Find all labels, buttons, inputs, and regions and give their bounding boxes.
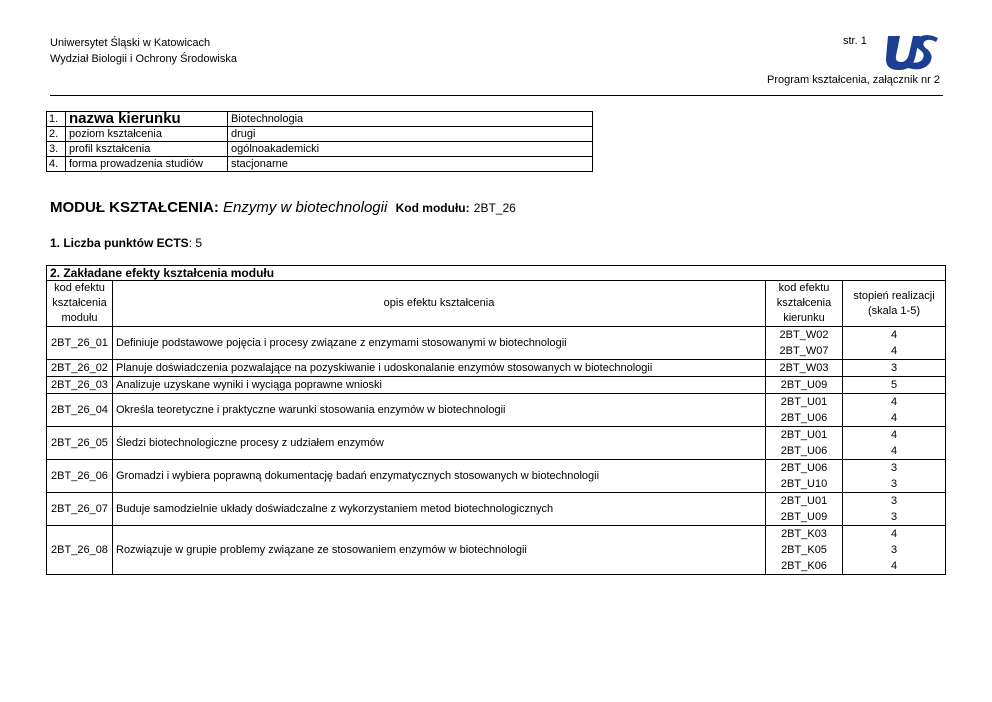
table-row — [47, 460, 946, 493]
info-key: nazwa kierunku — [66, 112, 228, 127]
table-row — [47, 493, 946, 526]
info-no: 1. — [47, 112, 66, 127]
outcome-desc: Gromadzi i wybiera poprawną dokumentację badań enzymatycznych stosowanych w biotechnologii — [113, 460, 766, 493]
field-codes: 2BT_U01 2BT_U06 — [766, 427, 843, 460]
outcome-desc: Śledzi biotechnologiczne procesy z udziałem enzymów — [113, 427, 766, 460]
info-no: 4. — [47, 157, 66, 172]
outcome-code: 2BT_26_06 — [47, 460, 113, 493]
info-row — [47, 127, 593, 142]
info-no: 3. — [47, 142, 66, 157]
module-label: MODUŁ KSZTAŁCENIA: — [50, 199, 219, 216]
university-name: Uniwersytet Śląski w Katowicach — [50, 37, 211, 49]
info-key: profil kształcenia — [66, 142, 228, 157]
outcome-code: 2BT_26_04 — [47, 394, 113, 427]
table-row — [47, 327, 946, 360]
levels: 3 3 — [843, 493, 946, 526]
info-value: drugi — [228, 127, 593, 142]
header-desc: opis efektu kształcenia — [113, 281, 766, 327]
header-code: kod efektu kształcenia modułu — [47, 281, 113, 327]
info-row — [47, 142, 593, 157]
field-codes: 2BT_U01 2BT_U06 — [766, 394, 843, 427]
outcome-desc: Określa teoretyczne i praktyczne warunki stosowania enzymów w biotechnologii — [113, 394, 766, 427]
ects-label: 1. Liczba punktów ECTS — [50, 236, 189, 250]
table-row — [47, 427, 946, 460]
table-row — [47, 394, 946, 427]
levels: 5 — [843, 377, 946, 394]
faculty-name: Wydział Biologii i Ochrony Środowiska — [50, 53, 237, 65]
table-row — [47, 377, 946, 394]
info-value: Biotechnologia — [228, 112, 593, 127]
module-code: 2BT_26 — [473, 201, 516, 215]
levels: 3 — [843, 360, 946, 377]
table-row — [47, 526, 946, 575]
program-info-table — [46, 111, 593, 172]
field-codes: 2BT_W02 2BT_W07 — [766, 327, 843, 360]
info-value: ogólnoakademicki — [228, 142, 593, 157]
outcome-desc: Rozwiązuje w grupie problemy związane ze stosowaniem enzymów w biotechnologii — [113, 526, 766, 575]
levels: 4 4 — [843, 394, 946, 427]
field-codes: 2BT_K03 2BT_K05 2BT_K06 — [766, 526, 843, 575]
page-number: str. 1 — [843, 35, 867, 47]
info-key: poziom kształcenia — [66, 127, 228, 142]
field-codes: 2BT_U09 — [766, 377, 843, 394]
table-header-row — [47, 281, 946, 327]
outcome-desc: Buduje samodzielnie układy doświadczalne z wykorzystaniem metod biotechnologicznych — [113, 493, 766, 526]
info-key: forma prowadzenia studiów — [66, 157, 228, 172]
outcome-desc: Definiuje podstawowe pojęcia i procesy związane z enzymami stosowanymi w biotechnologii — [113, 327, 766, 360]
info-value: stacjonarne — [228, 157, 593, 172]
levels: 4 4 — [843, 427, 946, 460]
us-logo-icon — [882, 30, 940, 72]
module-name: Enzymy w biotechnologii — [223, 199, 388, 216]
field-codes: 2BT_W03 — [766, 360, 843, 377]
learning-outcomes-table — [46, 265, 946, 575]
outcome-code: 2BT_26_01 — [47, 327, 113, 360]
levels: 3 3 — [843, 460, 946, 493]
header-divider — [50, 95, 943, 96]
table-row — [47, 360, 946, 377]
outcome-code: 2BT_26_05 — [47, 427, 113, 460]
outcome-desc: Planuje doświadczenia pozwalające na pozyskiwanie i udoskonalanie enzymów stosowanych w biotechnologii — [113, 360, 766, 377]
ects-value: : 5 — [188, 236, 203, 250]
header-field-code: kod efektu kształcenia kierunku — [766, 281, 843, 327]
header-level: stopień realizacji (skala 1-5) — [843, 281, 946, 327]
module-title — [50, 199, 516, 216]
section-title: 2. Zakładane efekty kształcenia modułu — [47, 266, 946, 281]
module-code-label: Kod modułu: — [395, 201, 470, 215]
outcome-code: 2BT_26_02 — [47, 360, 113, 377]
header-institution — [50, 35, 237, 67]
field-codes: 2BT_U01 2BT_U09 — [766, 493, 843, 526]
field-codes: 2BT_U06 2BT_U10 — [766, 460, 843, 493]
outcome-code: 2BT_26_07 — [47, 493, 113, 526]
ects-points — [50, 236, 202, 250]
outcome-desc: Analizuje uzyskane wyniki i wyciąga poprawne wnioski — [113, 377, 766, 394]
levels: 4 4 — [843, 327, 946, 360]
outcome-code: 2BT_26_08 — [47, 526, 113, 575]
info-row — [47, 157, 593, 172]
outcome-code: 2BT_26_03 — [47, 377, 113, 394]
info-row — [47, 112, 593, 127]
info-no: 2. — [47, 127, 66, 142]
program-annex: Program kształcenia, załącznik nr 2 — [766, 74, 940, 86]
levels: 4 3 4 — [843, 526, 946, 575]
